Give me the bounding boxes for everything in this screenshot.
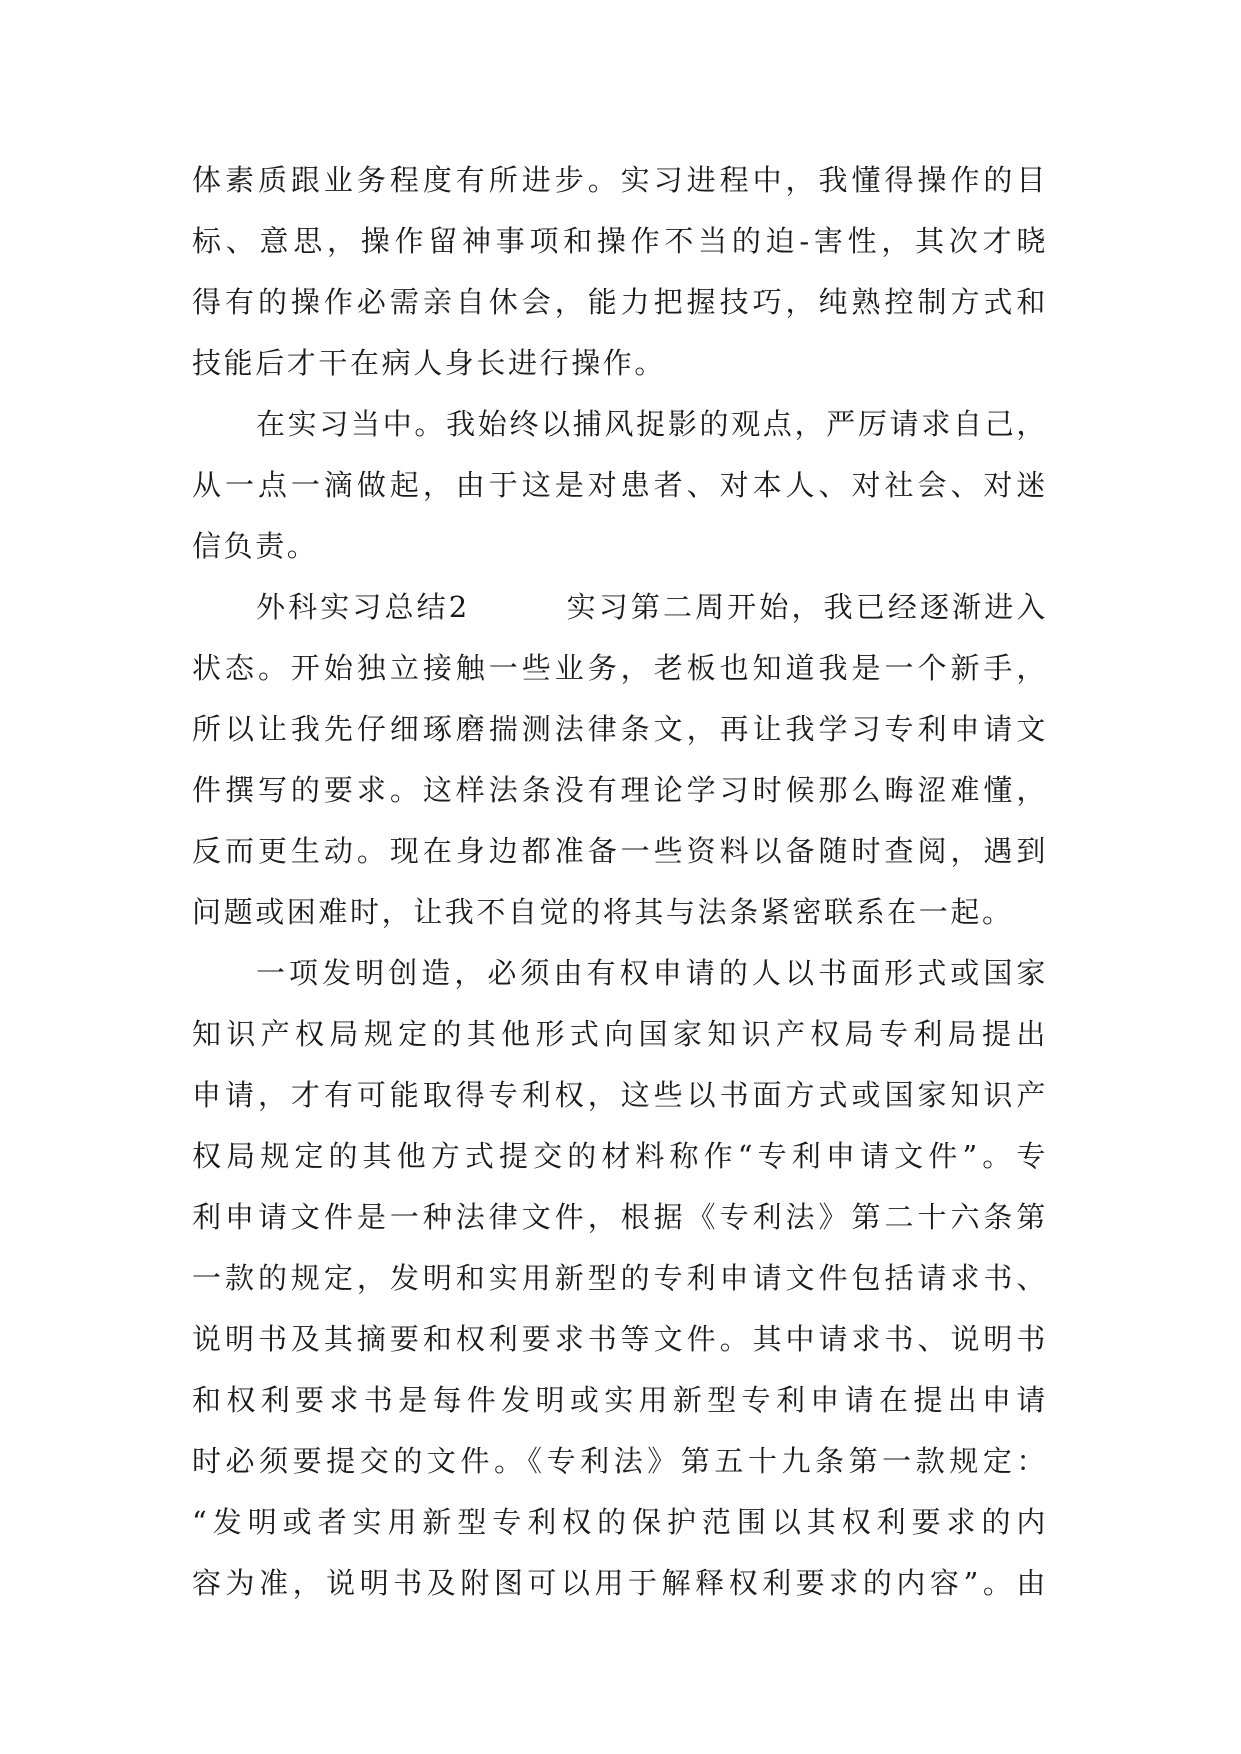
text-line: 利申请文件是一种法律文件，根据《专利法》第二十六条第 bbox=[192, 1200, 1048, 1234]
text-line: 一款的规定，发明和实用新型的专利申请文件包括请求书、 bbox=[192, 1261, 1048, 1295]
text-line: 容为准，说明书及附图可以用于解释权利要求的内容”。由 bbox=[192, 1566, 1048, 1600]
paragraph-first-line: 一项发明创造，必须由有权申请的人以书面形式或国家 bbox=[256, 956, 1048, 990]
text-line: 和权利要求书是每件发明或实用新型专利申请在提出申请 bbox=[192, 1383, 1048, 1417]
text-line: 申请，才有可能取得专利权，这些以书面方式或国家知识产 bbox=[192, 1078, 1048, 1112]
text-line: 件撰写的要求。这样法条没有理论学习时候那么晦涩难懂， bbox=[192, 773, 1048, 807]
text-line: 权局规定的其他方式提交的材料称作“专利申请文件”。专 bbox=[192, 1139, 1048, 1173]
text-line: 技能后才干在病人身长进行操作。 bbox=[192, 346, 667, 380]
text-line: 状态。开始独立接触一些业务，老板也知道我是一个新手， bbox=[192, 651, 1048, 685]
text-line: 问题或困难时，让我不自觉的将其与法条紧密联系在一起。 bbox=[192, 895, 1014, 929]
text-line: 得有的操作必需亲自休会，能力把握技巧，纯熟控制方式和 bbox=[192, 285, 1048, 319]
text-line: 从一点一滴做起，由于这是对患者、对本人、对社会、对迷 bbox=[192, 468, 1048, 502]
text-line: 标、意思，操作留神事项和操作不当的迫-害性，其次才晓 bbox=[192, 224, 1048, 258]
text-line: 体素质跟业务程度有所进步。实习进程中，我懂得操作的目 bbox=[192, 163, 1048, 197]
text-line: 所以让我先仔细琢磨揣测法律条文，再让我学习专利申请文 bbox=[192, 712, 1048, 746]
section-heading-line: 外科实习总结2 实习第二周开始，我已经逐渐进入 bbox=[256, 590, 1048, 624]
text-line: 说明书及其摘要和权利要求书等文件。其中请求书、说明书 bbox=[192, 1322, 1048, 1356]
text-line: 反而更生动。现在身边都准备一些资料以备随时查阅，遇到 bbox=[192, 834, 1048, 868]
paragraph-first-line: 在实习当中。我始终以捕风捉影的观点，严厉请求自己， bbox=[256, 407, 1048, 441]
text-line: “发明或者实用新型专利权的保护范围以其权利要求的内 bbox=[192, 1505, 1048, 1539]
text-line: 时必须要提交的文件。《专利法》第五十九条第一款规定： bbox=[192, 1444, 1048, 1478]
text-line: 知识产权局规定的其他形式向国家知识产权局专利局提出 bbox=[192, 1017, 1048, 1051]
text-line: 信负责。 bbox=[192, 529, 319, 563]
